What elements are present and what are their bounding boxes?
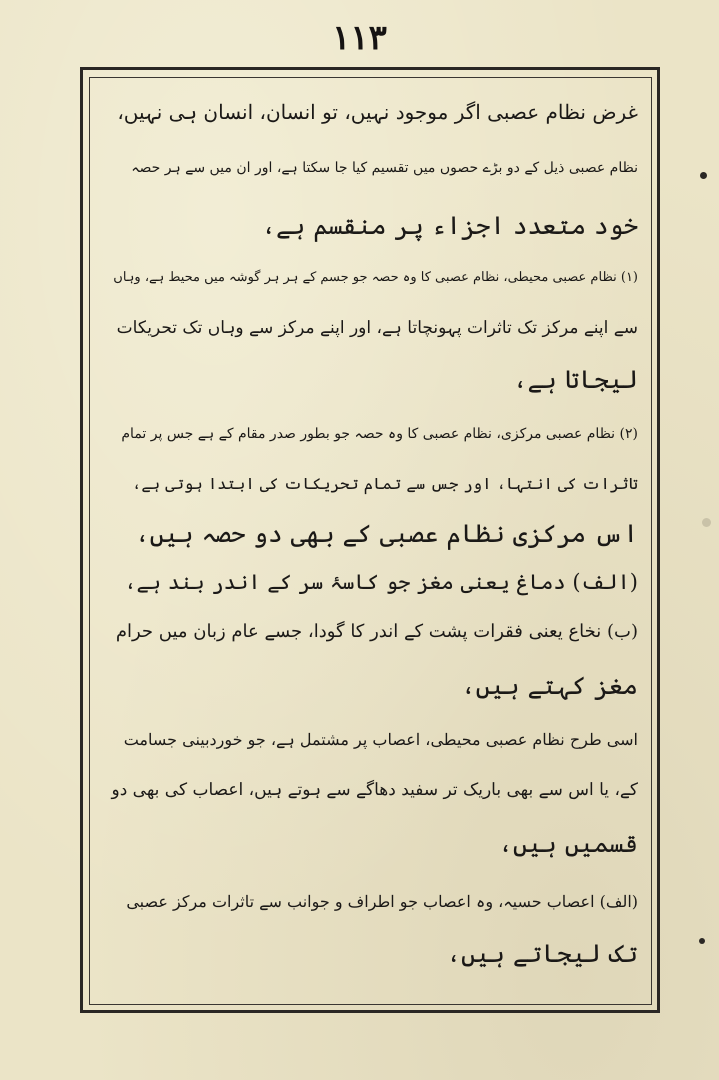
text-line: قسمیں ہیں،: [498, 829, 638, 858]
text-line: تاثرات کی انتہا، اور جس سے تمام تحریکات کی ابتدا ہوتی ہے،: [132, 474, 638, 493]
text-line: (ب) نخاع یعنی فقرات پشت کے اندر کا گودا، جسے عام زبان میں حرام: [115, 621, 638, 642]
text-line: (الف) دماغ یعنی مغز جو کاسۂ سر کے اندر بند ہے،: [124, 570, 638, 594]
text-line: لیجاتا ہے،: [512, 365, 638, 394]
paper-spot: [702, 518, 711, 527]
page-number: ١١٣: [332, 18, 387, 58]
text-line: کے، یا اس سے بھی باریک تر سفید دھاگے سے ہوتے ہیں، اعصاب کی بھی دو: [111, 780, 638, 800]
text-line: نظام عصبی ذیل کے دو بڑے حصوں میں تقسیم کیا جا سکتا ہے، اور ان میں سے ہر حصہ: [131, 160, 638, 176]
text-line: اس مرکزی نظام عصبی کے بھی دو حصہ ہیں،: [134, 519, 638, 548]
text-line: خود متعدد اجزاء پر منقسم ہے،: [261, 211, 638, 240]
text-line: (۲) نظام عصبی مرکزی، نظام عصبی کا وہ حصہ جو بطور صدر مقام کے ہے جس پر تمام: [121, 426, 638, 442]
text-line: سے اپنے مرکز تک تاثرات پہونچاتا ہے، اور اپنے مرکز سے وہاں تک تحریکات: [116, 318, 638, 338]
text-line: اسی طرح نظام عصبی محیطی، اعصاب پر مشتمل ہے، جو خوردبینی جسامت: [123, 730, 638, 749]
text-line: غرض نظام عصبی اگر موجود نہیں، تو انسان، انسان ہی نہیں،: [117, 100, 638, 124]
text-line: (۱) نظام عصبی محیطی، نظام عصبی کا وہ حصہ جو جسم کے ہر ہر گوشہ میں محیط ہے، وہاں: [113, 270, 638, 285]
ink-dot: [700, 172, 707, 179]
text-line: (الف) اعصاب حسیہ، وہ اعصاب جو اطراف و جوانب سے تاثرات مرکز عصبی: [126, 892, 638, 911]
text-line: مغز کہتے ہیں،: [460, 671, 638, 700]
text-line: تک لیجاتے ہیں،: [446, 939, 638, 968]
ink-dot: [699, 938, 705, 944]
